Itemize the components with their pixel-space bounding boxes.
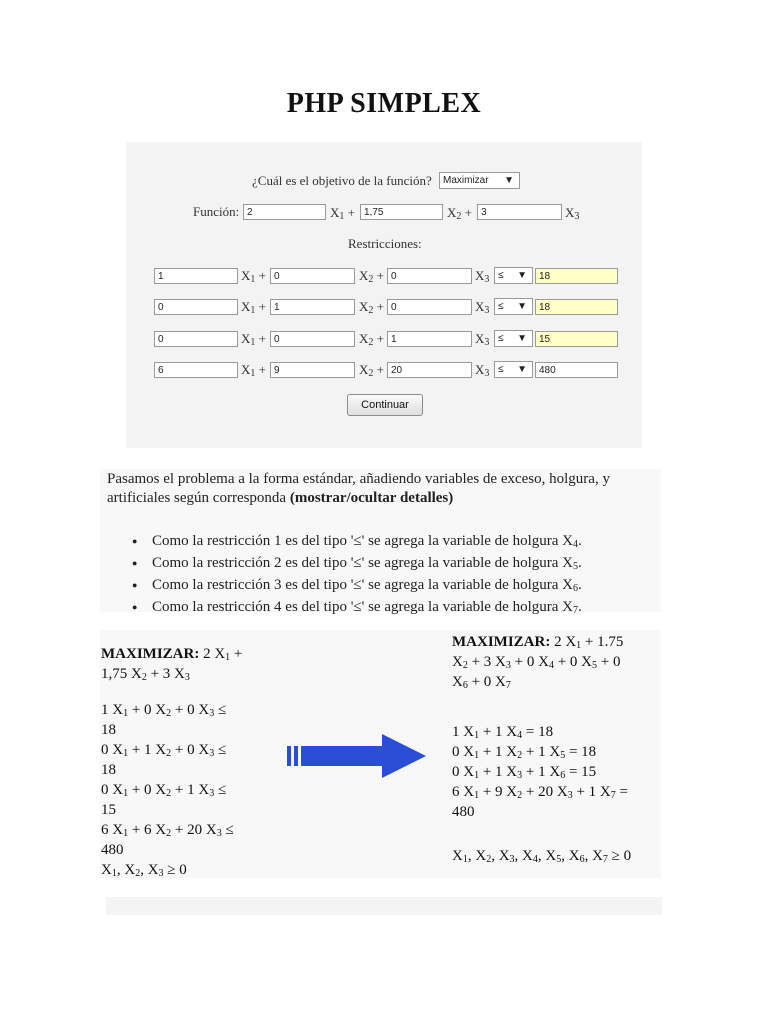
objective-question: ¿Cuál es el objetivo de la función? [252, 173, 432, 188]
dropdown-triangle-icon: ▼ [517, 301, 527, 312]
original-model [101, 644, 291, 880]
function-var-x2: $X_2$ + [447, 205, 472, 222]
constraint-2-coef-3[interactable] [387, 299, 472, 315]
function-var-x1: $X_1$ + [330, 205, 355, 222]
original-maximize-label: MAXIMIZAR: [101, 646, 200, 662]
constraint-4-coef-3[interactable] [387, 362, 472, 378]
constraint-1-coef-2[interactable] [270, 268, 355, 284]
constraint-4-var-x2: $X_2$ + [359, 362, 384, 379]
standard-objective-line-1: 2 $X_1 + 1.75$ [554, 634, 624, 651]
constraint-3-operator-select[interactable] [494, 330, 533, 347]
function-coef-1[interactable] [243, 204, 326, 220]
standard-constraint-line: 6 $X_1 + 9$ $X_2 + 20$ $X_3 + 1$ $X_7$ = [452, 784, 628, 801]
original-constraint-line: 480 [101, 842, 124, 858]
standard-constraint-line: 0 $X_1 + 1$ $X_2 + 1$ $X_5 = 18$ [452, 744, 597, 761]
constraint-3-var-x2: $X_2$ + [359, 331, 384, 348]
constraint-4-operator-value: ≤ [498, 364, 504, 375]
constraint-1-var-x1: $X_1$ + [241, 268, 266, 285]
standard-maximize-label: MAXIMIZAR: [452, 634, 551, 650]
constraint-4-var-x1: $X_1$ + [241, 362, 266, 379]
standard-constraint-line: 1 $X_1 + 1$ $X_4 = 18$ [452, 724, 554, 741]
function-coef-2[interactable] [360, 204, 443, 220]
constraint-1-var-x2: $X_2$ + [359, 268, 384, 285]
constraint-2-rhs[interactable] [535, 299, 618, 315]
restrictions-label: Restricciones: [348, 236, 422, 251]
constraint-1-operator-value: ≤ [498, 270, 504, 281]
constraint-1-operator-select[interactable] [494, 267, 533, 284]
constraint-4-operator-select[interactable] [494, 361, 533, 378]
slack-variable-list [132, 530, 582, 618]
constraint-2-coef-2[interactable] [270, 299, 355, 315]
original-constraint-line: 1 $X_1 + 0$ $X_2 + 0$ $X_3$ ≤ [101, 702, 227, 719]
standard-form-intro-text: Pasamos el problema a la forma estándar, añadiendo variables de exceso, holgura, y artificiales según corresponda [107, 471, 610, 506]
standard-constraint-line: 0 $X_1 + 1$ $X_3 + 1$ $X_6 = 15$ [452, 764, 597, 781]
original-constraint-line: 18 [101, 762, 116, 778]
bottom-spacer-bar [106, 897, 662, 915]
page-title: PHP SIMPLEX [286, 88, 482, 119]
standard-form-intro [107, 470, 637, 508]
original-constraint-line: 0 $X_1 + 1$ $X_2 + 0$ $X_3$ ≤ [101, 742, 227, 759]
continue-button[interactable]: Continuar [347, 394, 423, 416]
constraint-3-coef-2[interactable] [270, 331, 355, 347]
standard-constraint-line: 480 [452, 804, 475, 820]
standard-objective-line-2: $X_2 + 3$ $X_3 + 0$ $X_4 + 0$ $X_5 + 0$ [452, 654, 621, 671]
constraint-2-var-x2: $X_2$ + [359, 299, 384, 316]
list-item: ● Como la restricción 4 es del tipo '≤' se agrega la variable de holgura $X_7$. [132, 596, 582, 618]
original-constraint-line: 18 [101, 722, 116, 738]
original-constraint-line: 0 $X_1 + 0$ $X_2 + 1$ $X_3$ ≤ [101, 782, 227, 799]
constraint-2-coef-1[interactable] [154, 299, 238, 315]
function-coef-3[interactable] [477, 204, 562, 220]
dropdown-triangle-icon: ▼ [517, 333, 527, 344]
standard-nonneg: $X_1$, $X_2$, $X_3$, $X_4$, $X_5$, $X_6$, $X_7 \ge 0$ [452, 848, 632, 865]
constraint-3-coef-3[interactable] [387, 331, 472, 347]
right-arrow-icon [286, 732, 428, 780]
constraint-4-coef-1[interactable] [154, 362, 238, 378]
constraint-1-coef-1[interactable] [154, 268, 238, 284]
constraint-3-var-x1: $X_1$ + [241, 331, 266, 348]
objective-select[interactable] [439, 172, 520, 189]
original-nonneg: $X_1$, $X_2$, $X_3 \ge 0$ [101, 862, 187, 879]
dropdown-triangle-icon: ▼ [517, 364, 527, 375]
function-var-x3: $X_3$ [565, 205, 580, 222]
constraint-1-rhs[interactable] [535, 268, 618, 284]
constraint-3-operator-value: ≤ [498, 333, 504, 344]
constraint-1-coef-3[interactable] [387, 268, 472, 284]
constraint-1-var-x3: $X_3$ [475, 268, 490, 285]
original-objective-line-2: 1,75 $X_2 + 3$ $X_3$ [101, 666, 190, 683]
objective-select-value: Maximizar [443, 175, 489, 186]
original-objective-line-1: 2 $X_1$ + [203, 646, 243, 663]
constraint-2-operator-value: ≤ [498, 301, 504, 312]
original-constraint-line: 6 $X_1 + 6$ $X_2 + 20$ $X_3$ ≤ [101, 822, 234, 839]
dropdown-triangle-icon: ▼ [517, 270, 527, 281]
function-label: Función: [193, 204, 240, 219]
list-item: ● Como la restricción 2 es del tipo '≤' se agrega la variable de holgura $X_5$. [132, 552, 582, 574]
constraint-4-var-x3: $X_3$ [475, 362, 490, 379]
list-item: ● Como la restricción 3 es del tipo '≤' se agrega la variable de holgura $X_6$. [132, 574, 582, 596]
constraint-3-var-x3: $X_3$ [475, 331, 490, 348]
constraint-2-var-x1: $X_1$ + [241, 299, 266, 316]
constraint-2-operator-select[interactable] [494, 298, 533, 315]
constraint-2-var-x3: $X_3$ [475, 299, 490, 316]
constraint-4-coef-2[interactable] [270, 362, 355, 378]
standard-objective-line-3: $X_6 + 0$ $X_7$ [452, 674, 511, 691]
constraint-3-coef-1[interactable] [154, 331, 238, 347]
toggle-details-link[interactable]: (mostrar/ocultar detalles) [289, 490, 454, 506]
original-constraint-line: 15 [101, 802, 116, 818]
list-item: ● Como la restricción 1 es del tipo '≤' se agrega la variable de holgura $X_4$. [132, 530, 582, 552]
standard-model [452, 632, 662, 866]
constraint-4-rhs[interactable] [535, 362, 618, 378]
constraint-3-rhs[interactable] [535, 331, 618, 347]
dropdown-triangle-icon: ▼ [504, 175, 514, 186]
